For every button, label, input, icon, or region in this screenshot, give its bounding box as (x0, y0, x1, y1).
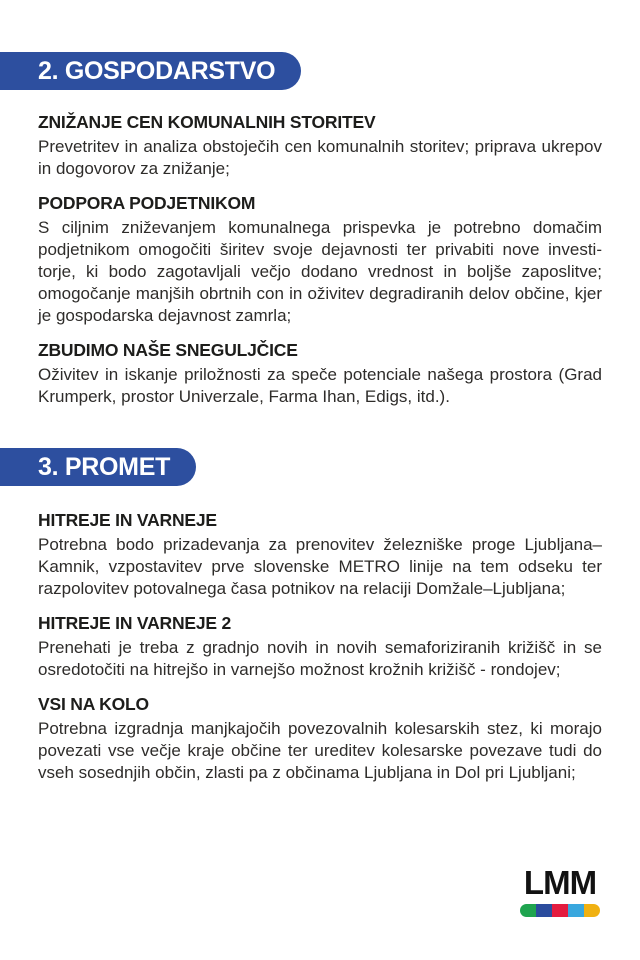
section-promet (0, 448, 640, 784)
program-item (38, 112, 602, 180)
program-item (38, 694, 602, 784)
item-body: Potrebna izgradnja manjkajočih povezovalnih kolesarskih stez, ki morajo povezati vse večje kraje občine ter ureditev kolesarske povezave tudi do vseh sosednjih občin, zlasti pa z občinama Ljubljana in Dol pri Ljubljani; (38, 719, 602, 782)
item-body: Oživitev in iskanje priložnosti za speče potenciale našega prostora (Grad Krumperk, prostor Univerzale, Farma Ihan, Edigs, itd.). (38, 365, 602, 406)
item-body: Potrebna bodo prizadevanja za prenovitev železniške proge Ljubljana–Kamnik, vzpostavitev prve slovenske METRO linije na tem odseku ter razpolovitev potovalnega časa potnikov na relaciji Domžale–Ljubljana; (38, 535, 602, 598)
program-item (38, 340, 602, 408)
item-heading: PODPORA PODJETNIKOM (38, 193, 256, 213)
section-banner-promet: 3. PROMET (0, 448, 196, 486)
lmm-logo (520, 866, 600, 917)
section-banner-row (0, 52, 640, 90)
item-heading: VSI NA KOLO (38, 694, 149, 714)
program-item (38, 510, 602, 600)
item-heading: ZNIŽANJE CEN KOMUNALNIH STORITEV (38, 112, 376, 132)
item-body: Prevetritev in analiza obstoječih cen komunalnih storitev; priprava ukrepov in dogovorov za znižanje; (38, 137, 602, 178)
logo-bar-segment-yellow (584, 904, 600, 917)
item-body: Prenehati je treba z gradnjo novih in novih semaforiziranih križišč in se osredotočiti na hitrejšo in varnejšo možnost krožnih križišč - rondojev; (38, 638, 602, 679)
item-body: S ciljnim zniževanjem komunalnega prispevka je potrebno domačim podjetnikom omogočiti širitev svoje dejavnosti ter privabiti nove investitorje, ki bodo zagotavljali večjo dodano vrednost in boljše zaposlitve; omogočanje manjših obrtnih con in oživitev degradiranih delov občine, kjer je gospodarska dejavnost zamrla; (38, 218, 602, 325)
item-heading: HITREJE IN VARNEJE 2 (38, 613, 232, 633)
lmm-logo-text: LMM (523, 864, 597, 901)
program-item (38, 193, 602, 327)
logo-bar-segment-dark-blue (536, 904, 552, 917)
item-heading: HITREJE IN VARNEJE (38, 510, 217, 530)
section-banner-row (0, 448, 640, 486)
item-heading: ZBUDIMO NAŠE SNEGULJČICE (38, 340, 298, 360)
lmm-logo-color-bar (520, 904, 600, 917)
program-item (38, 613, 602, 681)
logo-bar-segment-light-blue (568, 904, 584, 917)
section-gospodarstvo (0, 52, 640, 408)
logo-bar-segment-red (552, 904, 568, 917)
logo-bar-segment-green (520, 904, 536, 917)
section-banner-gospodarstvo: 2. GOSPODARSTVO (0, 52, 301, 90)
